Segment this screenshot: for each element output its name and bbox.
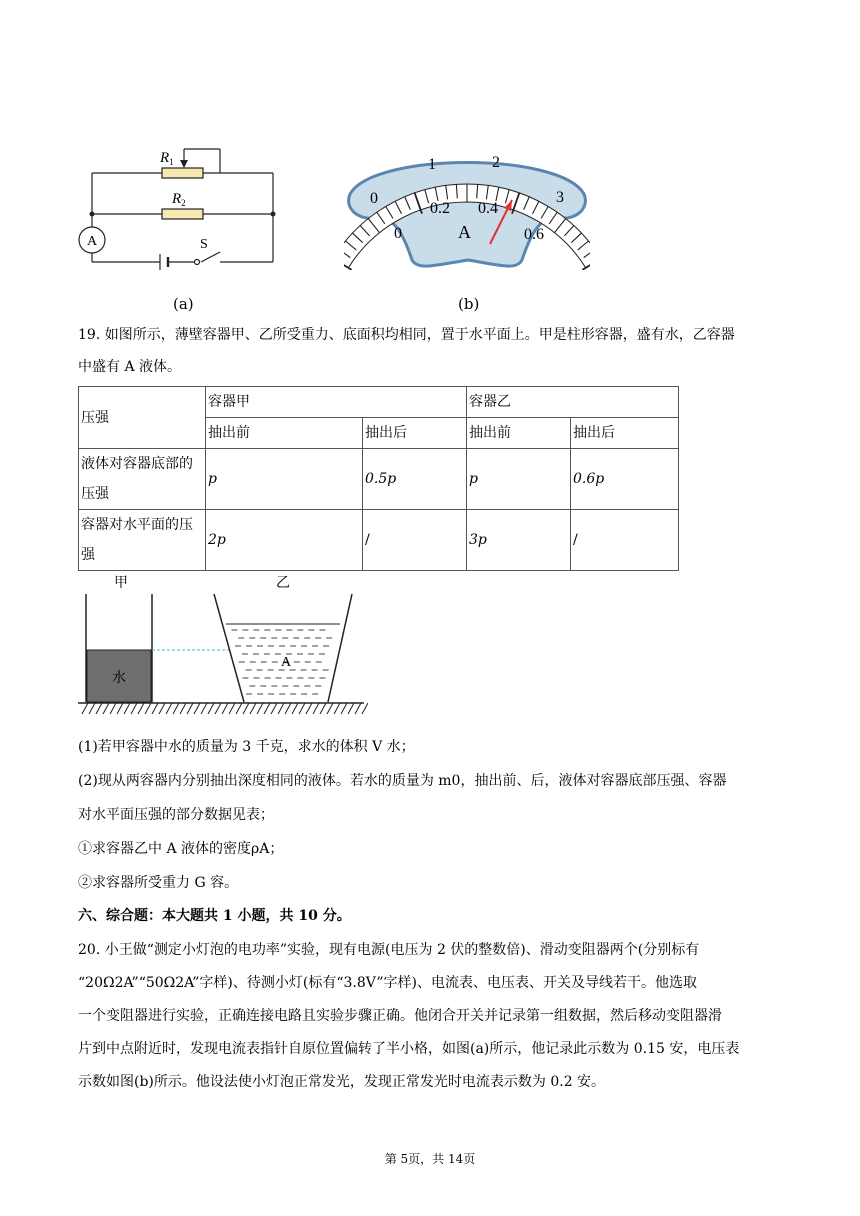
ground-hatch-line [243, 703, 249, 714]
q19-sub1: ①求容器乙中 A 液体的密度ρA； [78, 841, 284, 857]
q20-line3: 一个变阻器进行实验，正确连接电路且实验步骤正确。他闭合开关并记录第一组数据，然后移动变阻器滑 [78, 1008, 722, 1024]
ground-hatch-line [187, 703, 193, 714]
caption-b: (b) [458, 295, 480, 313]
bottom-scale-0: 0 [394, 225, 402, 242]
ground-hatch-line [334, 703, 340, 714]
bottom-scale-3: 0.6 [524, 226, 544, 243]
header-container-a: 容器甲 [206, 387, 467, 418]
q20-line1: 20. 小王做“测定小灯泡的电功率”实验，现有电源(电压为 2 伏的整数倍)、滑动变阻器两个(分别标有 [78, 942, 700, 958]
meter-label: A [86, 234, 98, 249]
pressure-table [78, 386, 679, 571]
dial-unit-label: A [458, 222, 471, 242]
ground-hatch-line [96, 703, 102, 714]
switch-label: S [200, 237, 208, 252]
header-container-b: 容器乙 [467, 387, 679, 418]
r1-resistor [162, 168, 203, 178]
q20-line2: “20Ω2A”“50Ω2A”字样)、待测小灯(标有“3.8V”字样)、电流表、电压表、开关及导线若干。他选取 [78, 975, 697, 991]
ground-hatch-line [355, 703, 361, 714]
ammeter-dial [344, 142, 590, 270]
header-a-after: 抽出后 [363, 418, 467, 449]
q19-part2a: (2)现从两容器内分别抽出深度相同的液体。若水的质量为 m0，抽出前、后，液体对容器底部压强、容器 [78, 773, 727, 789]
ground-hatch-line [264, 703, 270, 714]
ground-hatch-line [82, 703, 88, 714]
ground-hatch-line [292, 703, 298, 714]
ground-hatch-line [131, 703, 137, 714]
header-a-before: 抽出前 [206, 418, 363, 449]
caption-a: (a) [173, 295, 194, 313]
ground-hatch-line [285, 703, 291, 714]
q19-line2: 中盛有 A 液体。 [78, 359, 182, 375]
q19-part1: (1)若甲容器中水的质量为 3 千克，求水的体积 V 水； [78, 739, 415, 755]
ground-hatch-line [327, 703, 333, 714]
ground-hatch-line [348, 703, 354, 714]
q20-line5: 示数如图(b)所示。他设法使小灯泡正常发光，发现正常发光时电流表示数为 0.2 安。 [78, 1074, 606, 1090]
r1-label: $R_1$ [160, 150, 174, 167]
ground-hatch-line [110, 703, 116, 714]
ground-hatch-line [306, 703, 312, 714]
ground-hatch-line [89, 703, 95, 714]
section-heading: 六、综合题：本大题共 1 小题，共 10 分。 [78, 908, 351, 924]
ground-hatch-line [103, 703, 109, 714]
ground-hatch-line [180, 703, 186, 714]
ground-hatch-line [278, 703, 284, 714]
ground-hatch-line [117, 703, 123, 714]
table-cell: / [571, 510, 679, 571]
container-right-label: 乙 [276, 575, 290, 591]
ground-hatch-line [145, 703, 151, 714]
top-scale-0: 0 [370, 190, 378, 207]
ground-hatch-line [159, 703, 165, 714]
containers-figure [78, 572, 368, 720]
q19-part2b: 对水平面压强的部分数据见表； [78, 807, 274, 823]
q19-line1: 19. 如图所示，薄壁容器甲、乙所受重力、底面积均相同，置于水平面上。甲是柱形容器，盛有水，乙容器 [78, 327, 735, 343]
top-scale-3: 3 [556, 189, 564, 206]
table-corner: 压强 [79, 387, 206, 449]
table-cell: 0.6p [571, 449, 679, 510]
row-label: 容器对水平面的压强 [79, 510, 206, 571]
water-label: 水 [112, 670, 126, 686]
ground-hatch-line [257, 703, 263, 714]
row-label: 液体对容器底部的压强 [79, 449, 206, 510]
table-cell: p [206, 449, 363, 510]
table-cell: 3p [467, 510, 571, 571]
table-cell: 0.5p [363, 449, 467, 510]
circuit-diagram [70, 140, 290, 280]
q20-line4: 片到中点附近时，发现电流表指针自原位置偏转了半小格，如图(a)所示，他记录此示数为 0.15 安，电压表 [78, 1041, 740, 1057]
ground-hatch-line [313, 703, 319, 714]
bottom-scale-2: 0.4 [478, 200, 498, 217]
table-cell: 2p [206, 510, 363, 571]
q19-sub2: ②求容器所受重力 G 容。 [78, 875, 239, 891]
ground-hatch-line [138, 703, 144, 714]
ground-hatch-line [201, 703, 207, 714]
ground-hatch-line [222, 703, 228, 714]
ground-hatch-line [320, 703, 326, 714]
r2-resistor [162, 209, 203, 219]
container-left-label: 甲 [114, 575, 128, 591]
ground-hatch-line [208, 703, 214, 714]
r2-label: $R_2$ [172, 191, 186, 208]
table-cell: p [467, 449, 571, 510]
ground-hatch-line [166, 703, 172, 714]
top-scale-2: 2 [492, 154, 500, 171]
bottom-scale-1: 0.2 [430, 200, 450, 217]
ground-hatch-line [341, 703, 347, 714]
ground-hatch-line [236, 703, 242, 714]
ground-hatch-line [152, 703, 158, 714]
header-b-before: 抽出前 [467, 418, 571, 449]
top-scale-1: 1 [428, 156, 436, 173]
page-footer: 第 5页，共 14页 [384, 1152, 476, 1166]
header-b-after: 抽出后 [571, 418, 679, 449]
ground-hatch-line [299, 703, 305, 714]
table-cell: / [363, 510, 467, 571]
ground-hatch-line [362, 703, 368, 714]
ground-hatch-line [229, 703, 235, 714]
liquid-label: A [281, 655, 292, 670]
ground-hatch-line [215, 703, 221, 714]
ground-hatch-line [194, 703, 200, 714]
ground-hatch-line [124, 703, 130, 714]
ground-hatch-line [271, 703, 277, 714]
ground-hatch-line [250, 703, 256, 714]
ground-hatch-line [173, 703, 179, 714]
